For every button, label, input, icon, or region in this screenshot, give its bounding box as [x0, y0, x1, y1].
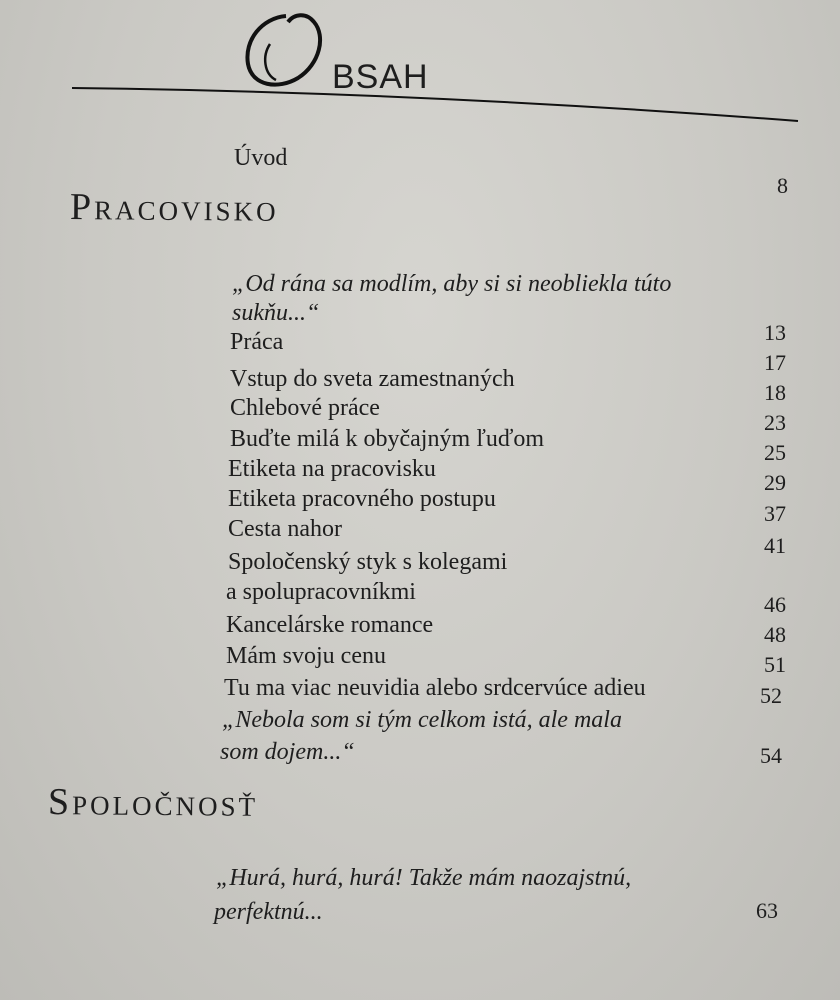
toc-page: 25	[764, 440, 786, 465]
toc-page: 51	[764, 652, 786, 677]
toc-page: 46	[764, 592, 786, 617]
closing-quote-line-2: som dojem...“	[220, 739, 355, 765]
quote-line-2: sukňu...“	[232, 300, 320, 326]
toc-entry: Chlebové práce	[230, 395, 380, 421]
toc-entry: Cesta nahor	[228, 516, 342, 542]
intro-label: Úvod	[234, 145, 288, 171]
toc-entry: Spoločenský styk s kolegami	[228, 549, 508, 575]
closing-quote-line-1: „Nebola som si tým celkom istá, ale mala	[222, 707, 622, 733]
toc-page: 37	[764, 501, 786, 526]
toc-entry: Etiketa pracovného postupu	[228, 486, 496, 512]
toc-page: 63	[756, 898, 778, 923]
quote-line-1: „Hurá, hurá, hurá! Takže mám naozajstnú,	[216, 865, 632, 891]
toc-page: 54	[760, 743, 782, 768]
toc-page: 41	[764, 533, 786, 558]
toc-entry: Tu ma viac neuvidia alebo srdcervúce adieu	[224, 675, 646, 701]
toc-entry: Mám svoju cenu	[226, 643, 386, 669]
intro-page: 8	[777, 173, 788, 198]
toc-entry: Práca	[230, 329, 284, 355]
toc-page: 29	[764, 470, 786, 495]
section-title-pracovisko: Pracovisko	[69, 186, 279, 230]
quote-line-1: „Od rána sa modlím, aby si si neobliekla túto	[232, 271, 672, 297]
toc-page: 52	[760, 683, 782, 708]
page-title: BSAH	[332, 58, 429, 96]
title-initial-o	[240, 8, 328, 94]
toc-page: 23	[764, 410, 786, 435]
toc-entry: a spolupracovníkmi	[226, 579, 416, 605]
toc-page: 48	[764, 622, 786, 647]
toc-entry: Kancelárske romance	[226, 612, 434, 638]
toc-page: 17	[764, 350, 786, 375]
toc-page: 18	[764, 380, 786, 405]
toc-page: 13	[764, 320, 786, 345]
toc-entry: Etiketa na pracovisku	[228, 456, 436, 482]
section-title-spolocnost: Spoločnosť	[47, 781, 259, 825]
toc-entry: Buďte milá k obyčajným ľuďom	[230, 426, 545, 452]
quote-line-2: perfektnú...	[214, 899, 323, 925]
toc-entry: Vstup do sveta zamestnaných	[230, 366, 515, 392]
